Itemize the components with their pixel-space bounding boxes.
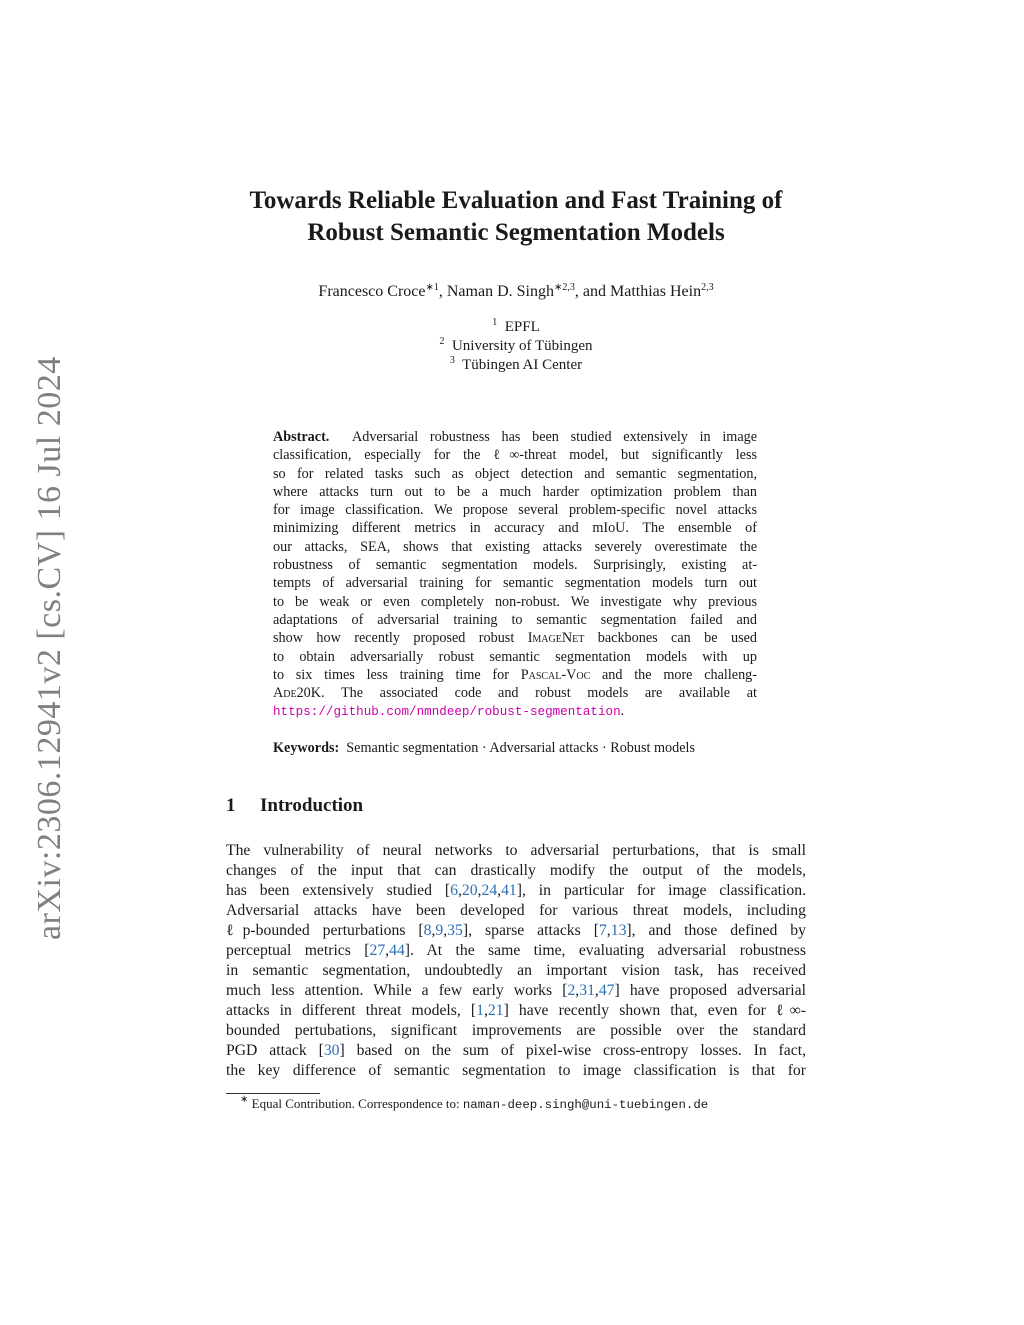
affiliation-name: EPFL xyxy=(504,319,540,335)
author-affil-mark: ∗1 xyxy=(425,282,439,293)
citation-link[interactable]: 31 xyxy=(579,982,595,999)
title-line-1: Towards Reliable Evaluation and Fast Training of xyxy=(249,187,783,214)
citation-link[interactable]: 47 xyxy=(598,982,615,999)
abstract-line xyxy=(273,684,757,702)
affiliation-number: 1 xyxy=(492,317,498,328)
affiliation-name: Tübingen AI Center xyxy=(462,357,583,373)
abstract-text: and the more challeng- xyxy=(590,666,757,683)
abstract-line: tempts of adversarial training for semantic segmentation models turn out xyxy=(273,575,757,592)
abstract-line: for image classification. We propose several problem-specific novel attacks xyxy=(273,502,757,519)
abstract-line: to obtain adversarially robust semantic segmentation models with up xyxy=(273,648,757,665)
keywords-label: Keywords: xyxy=(273,740,340,756)
intro-line: changes of the input that can drastically modify the output of the models, xyxy=(226,862,806,879)
intro-body xyxy=(226,841,806,1081)
section-heading xyxy=(226,795,363,817)
affiliation xyxy=(300,337,732,356)
intro-text: has been extensively studied [ xyxy=(226,882,451,899)
intro-line: perceptual metrics [27,44]. At the same time, evaluating adversarial robustness xyxy=(226,942,806,959)
citation-link[interactable]: 30 xyxy=(323,1042,340,1059)
author-affil-mark: 2,3 xyxy=(701,282,714,293)
abstract-text: backbones can be used xyxy=(584,630,757,647)
intro-line: The vulnerability of neural networks to adversarial perturbations, that is small xyxy=(226,842,806,859)
intro-text: ], and those defined by xyxy=(626,922,806,939)
keywords-text: Semantic segmentation · Adversarial attacks · Robust models xyxy=(346,740,695,756)
abstract-line xyxy=(273,666,757,684)
intro-text: ] have proposed adversarial xyxy=(614,982,806,999)
intro-line: much less attention. While a few early works [2,31,47] have proposed adversarial xyxy=(226,982,806,999)
code-link[interactable]: https://github.com/nmndeep/robust-segmentation xyxy=(273,705,621,720)
intro-line: attacks in different threat models, [1,21] have recently shown that, even for ℓ∞- xyxy=(226,1002,806,1019)
footnote-mark: ∗ xyxy=(240,1094,249,1105)
intro-text: ], in particular for image classification. xyxy=(516,882,806,899)
author-name: Naman D. Singh xyxy=(446,283,554,300)
abstract-line: robustness of semantic segmentation models. Surprisingly, existing at- xyxy=(273,557,757,574)
author-list xyxy=(200,283,832,301)
abstract-line: our attacks, SEA, shows that existing attacks severely overestimate the xyxy=(273,538,757,555)
intro-line: the key difference of semantic segmentation to image classification is that for xyxy=(226,1062,806,1079)
footnote-text: Equal Contribution. Correspondence to: xyxy=(248,1096,463,1111)
citation-link[interactable]: 24 xyxy=(481,882,498,899)
citation-link[interactable]: 1 xyxy=(476,1002,484,1019)
intro-line: ℓp-bounded perturbations [8,9,35], sparse attacks [7,13], and those defined by xyxy=(226,922,806,939)
intro-line: bounded pertubations, significant improvements are possible over the standard xyxy=(226,1022,806,1039)
intro-text: ℓp-bounded perturbations [ xyxy=(226,922,424,939)
intro-text: ] have recently shown that, even for ℓ∞- xyxy=(503,1002,806,1019)
abstract-text: . The associated code and robust models are available at xyxy=(321,685,757,702)
citation-link[interactable]: 21 xyxy=(487,1002,504,1019)
intro-text: ] based on the sum of pixel-wise cross-entropy losses. In fact, xyxy=(339,1042,806,1059)
abstract-label: Abstract. xyxy=(273,429,330,445)
dataset-name: Ade20K xyxy=(273,685,322,702)
abstract-line: Adversarial robustness has been studied extensively in image xyxy=(351,429,758,445)
citation-link[interactable]: 41 xyxy=(501,882,517,899)
paper-title xyxy=(200,185,832,249)
abstract-line: minimizing different metrics in accuracy and mIoU. The ensemble of xyxy=(273,520,757,537)
dataset-name: ImageNet xyxy=(527,630,585,647)
citation-link[interactable]: 2 xyxy=(567,982,576,999)
abstract xyxy=(273,428,757,722)
intro-text: PGD attack [ xyxy=(226,1042,324,1059)
affiliation xyxy=(300,356,732,375)
intro-text: attacks in different threat models, [ xyxy=(226,1002,477,1019)
dataset-name: Pascal-Voc xyxy=(520,666,591,683)
intro-line: in semantic segmentation, undoubtedly an important vision task, has received xyxy=(226,962,806,979)
affiliation-number: 2 xyxy=(439,336,445,347)
abstract-line xyxy=(273,702,757,721)
intro-text: much less attention. While a few early works [ xyxy=(226,982,568,999)
footnote xyxy=(240,1096,708,1112)
abstract-line xyxy=(273,629,757,647)
intro-text: ]. At the same time, evaluating adversarial robustness xyxy=(404,942,806,959)
citation-link[interactable]: 27 xyxy=(369,942,386,959)
abstract-text: . xyxy=(620,703,625,720)
arxiv-id: arXiv:2306.12941v2 [cs.CV] 16 Jul 2024 xyxy=(31,356,68,940)
intro-line xyxy=(226,1041,806,1061)
citation-link[interactable]: 7 xyxy=(598,922,607,939)
intro-text: perceptual metrics [ xyxy=(226,942,370,959)
abstract-line: where attacks turn out to be a much harder optimization problem than xyxy=(273,483,757,500)
citation-link[interactable]: 8 xyxy=(423,922,432,939)
abstract-line: adaptations of adversarial training to semantic segmentation failed and xyxy=(273,611,757,628)
author-name: Francesco Croce xyxy=(318,283,426,300)
abstract-line: classification, especially for the ℓ∞-threat model, but significantly less xyxy=(273,447,757,464)
affiliation-name: University of Tübingen xyxy=(451,338,593,354)
citation-link[interactable]: 13 xyxy=(610,922,627,939)
author-name: Matthias Hein xyxy=(609,283,702,300)
author-separator: , xyxy=(438,283,447,300)
keywords xyxy=(273,740,757,757)
section-number: 1 xyxy=(226,795,236,816)
citation-link[interactable]: 6 xyxy=(450,882,458,899)
citation-link[interactable]: 44 xyxy=(389,942,405,959)
citation-link[interactable]: 35 xyxy=(447,922,463,939)
author-separator: , and xyxy=(574,283,610,300)
citation-link[interactable]: 9 xyxy=(435,922,444,939)
intro-text: ], sparse attacks [ xyxy=(462,922,599,939)
abstract-text: to six times less training time for xyxy=(273,666,521,683)
footnote-email[interactable]: naman-deep.singh@uni-tuebingen.de xyxy=(462,1098,709,1112)
title-line-2: Robust Semantic Segmentation Models xyxy=(307,219,725,246)
affiliation xyxy=(300,318,732,337)
affiliation-number: 3 xyxy=(449,355,455,366)
abstract-text: show how recently proposed robust xyxy=(273,630,528,647)
intro-line: has been extensively studied [6,20,24,41], in particular for image classification. xyxy=(226,882,806,899)
author-affil-mark: ∗2,3 xyxy=(553,282,575,293)
affiliations xyxy=(300,318,732,375)
abstract-line: so for related tasks such as object detection and semantic segmentation, xyxy=(273,465,757,482)
section-title: Introduction xyxy=(260,795,364,816)
abstract-line: to be weak or even completely non-robust. We investigate why previous xyxy=(273,593,757,610)
citation-link[interactable]: 20 xyxy=(461,882,478,899)
intro-line: Adversarial attacks have been developed for various threat models, including xyxy=(226,902,806,919)
